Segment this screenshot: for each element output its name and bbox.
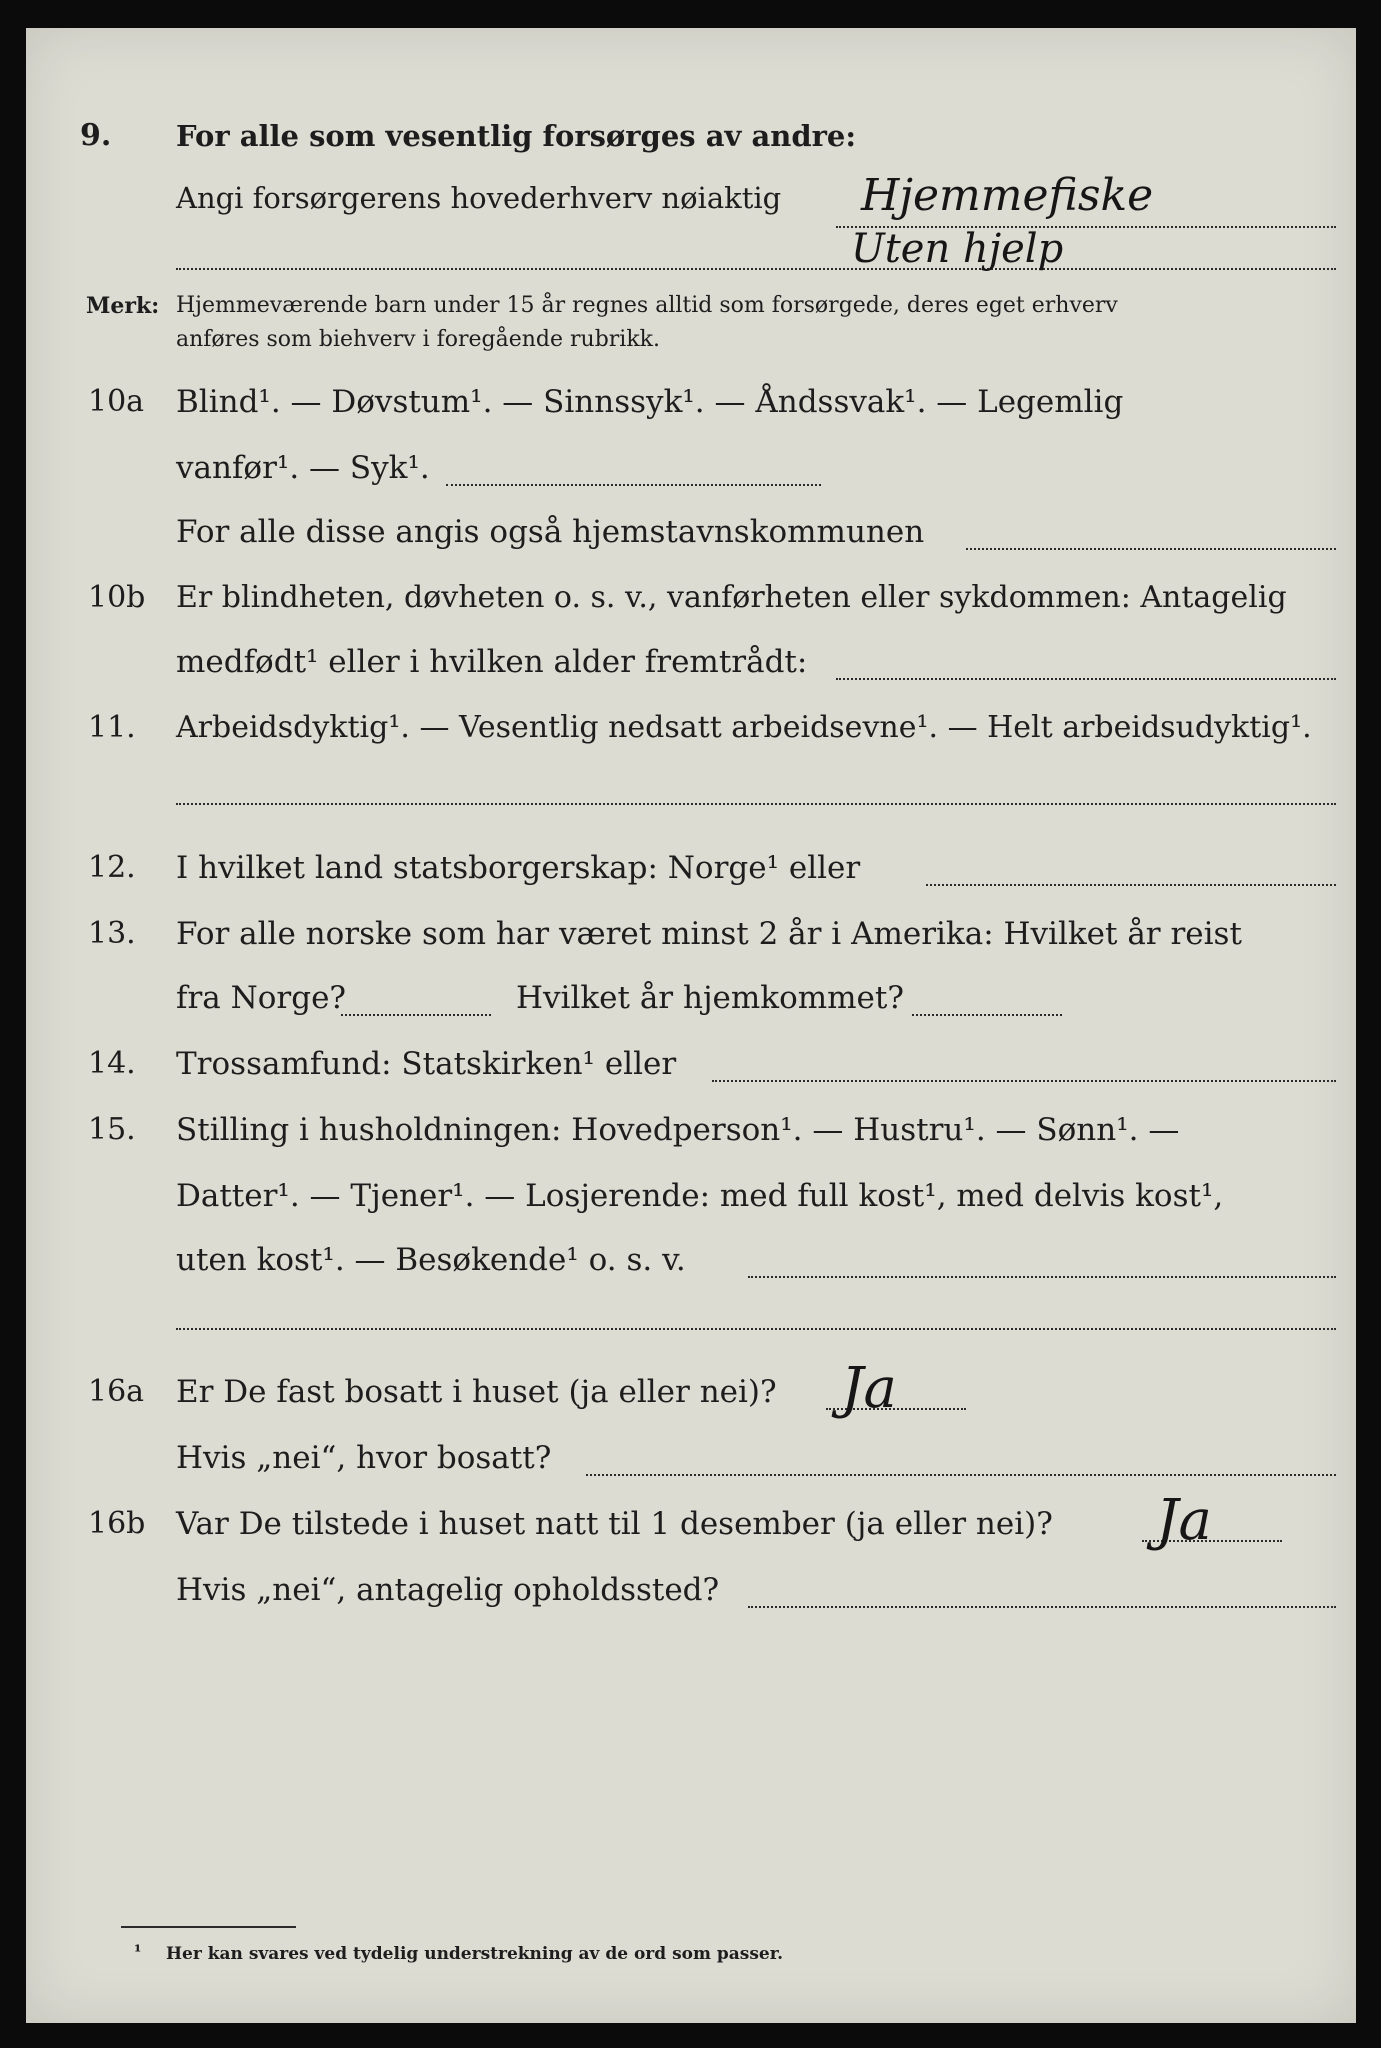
footnote-mark: ¹	[134, 1942, 142, 1962]
question-text: Hvilket år hjemkommet?	[516, 980, 904, 1016]
question-text: fra Norge?	[176, 980, 347, 1016]
question-text: For alle som vesentlig forsørges av andre:	[176, 119, 857, 153]
question-number: 10a	[88, 384, 145, 419]
question-15-line-2	[26, 1176, 1356, 1226]
answer-line[interactable]	[912, 1014, 1062, 1016]
answer-line[interactable]	[712, 1080, 1336, 1082]
question-text: For alle disse angis også hjemstavnskommunen	[176, 514, 925, 550]
question-text: vanfør¹. — Syk¹.	[176, 450, 430, 486]
question-number: 11.	[88, 710, 136, 745]
note-label: Merk:	[86, 293, 160, 319]
footnote-rule	[121, 1926, 296, 1928]
question-text: Blind¹. — Døvstum¹. — Sinnssyk¹. — Åndssvak¹. — Legemlig	[176, 384, 1124, 420]
question-text: For alle norske som har været minst 2 år i Amerika: Hvilket år reist	[176, 916, 1242, 952]
question-12	[26, 848, 1356, 898]
question-number: 9.	[80, 118, 112, 153]
question-text: medfødt¹ eller i hvilken alder fremtrådt:	[176, 644, 808, 680]
question-9	[26, 116, 1356, 166]
question-16b-line-2	[26, 1570, 1356, 1620]
question-text: Trossamfund: Statskirken¹ eller	[176, 1046, 677, 1082]
question-15	[26, 1110, 1356, 1160]
handwritten-answer: Uten hjelp	[851, 226, 1064, 272]
question-number: 12.	[88, 850, 136, 885]
question-number: 14.	[88, 1046, 136, 1081]
census-form-page	[26, 28, 1356, 2023]
answer-line[interactable]	[341, 1014, 491, 1016]
question-10a-line-2	[26, 448, 1356, 498]
answer-line[interactable]	[748, 1606, 1336, 1608]
question-16a	[26, 1356, 1356, 1422]
question-text: Stilling i husholdningen: Hovedperson¹. — Hustru¹. — Sønn¹. —	[176, 1112, 1180, 1148]
question-text: uten kost¹. — Besøkende¹ o. s. v.	[176, 1242, 686, 1278]
question-11	[26, 708, 1356, 758]
question-11-line-2	[26, 783, 1356, 833]
question-10b-line-2	[26, 642, 1356, 692]
answer-line[interactable]	[926, 884, 1336, 886]
question-10b	[26, 578, 1356, 628]
answer-line[interactable]	[748, 1276, 1336, 1278]
question-9-line-2	[26, 170, 1356, 228]
question-15-line-4	[26, 1308, 1356, 1358]
question-text: Hvis „nei“, antagelig opholdssted?	[176, 1572, 720, 1608]
answer-line[interactable]	[446, 484, 821, 486]
note-line-1: Hjemmeværende barn under 15 år regnes alltid som forsørgede, deres eget erhverv	[176, 293, 1118, 318]
question-number: 13.	[88, 916, 136, 951]
question-text: Er blindheten, døvheten o. s. v., vanførheten eller sykdommen: Antagelig	[176, 580, 1287, 615]
answer-line[interactable]	[836, 678, 1336, 680]
question-number: 16a	[88, 1374, 145, 1409]
answer-line[interactable]	[586, 1474, 1336, 1476]
question-10a	[26, 382, 1356, 432]
handwritten-answer: Hjemmefiske	[861, 170, 1154, 221]
question-text: I hvilket land statsborgerskap: Norge¹ eller	[176, 850, 861, 886]
answer-line[interactable]	[176, 803, 1336, 805]
answer-line[interactable]	[966, 548, 1336, 550]
question-13	[26, 914, 1356, 964]
note-block	[26, 290, 1356, 360]
question-16a-line-2	[26, 1438, 1356, 1488]
footnote-text: Her kan svares ved tydelig understrekning av de ord som passer.	[166, 1944, 784, 1964]
question-15-line-3	[26, 1240, 1356, 1290]
question-9-line-3	[26, 226, 1356, 288]
question-text: Arbeidsdyktig¹. — Vesentlig nedsatt arbeidsevne¹. — Helt arbeidsudyktig¹.	[176, 710, 1312, 745]
handwritten-answer: Ja	[841, 1356, 897, 1421]
question-text: Datter¹. — Tjener¹. — Losjerende: med full kost¹, med delvis kost¹,	[176, 1178, 1224, 1214]
question-10a-line-3	[26, 512, 1356, 562]
question-number: 10b	[88, 580, 146, 615]
note-line-2: anføres som biehverv i foregående rubrikk.	[176, 327, 660, 352]
question-number: 16b	[88, 1506, 146, 1541]
question-text: Var De tilstede i huset natt til 1 desember (ja eller nei)?	[176, 1506, 1053, 1542]
handwritten-answer: Ja	[1156, 1488, 1212, 1553]
question-text: Hvis „nei“, hvor bosatt?	[176, 1440, 552, 1476]
answer-line[interactable]	[176, 1328, 1336, 1330]
answer-line[interactable]	[176, 268, 1336, 270]
question-number: 15.	[88, 1112, 136, 1147]
question-16b	[26, 1488, 1356, 1554]
question-13-line-2	[26, 978, 1356, 1028]
question-text: Angi forsørgerens hovederhverv nøiaktig	[176, 181, 782, 215]
question-14	[26, 1044, 1356, 1094]
question-text: Er De fast bosatt i huset (ja eller nei)?	[176, 1374, 777, 1410]
